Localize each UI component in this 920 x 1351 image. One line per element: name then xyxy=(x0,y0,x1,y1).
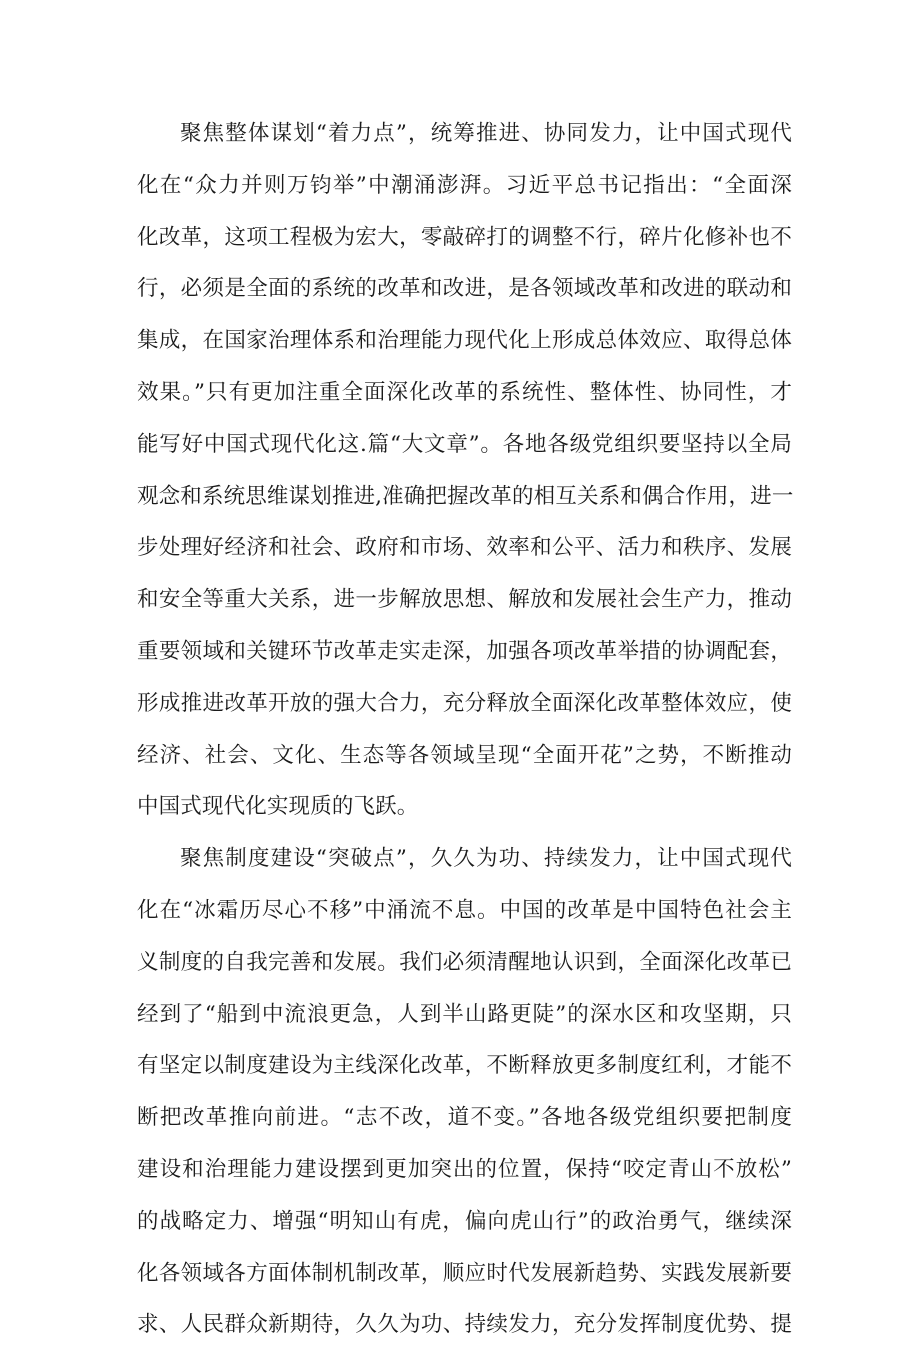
text-line: 集成，在国家治理体系和治理能力现代化上形成总体效应、取得总体 xyxy=(137,328,792,354)
text-line: 化各领域各方面体制机制改革，顺应时代发展新趋势、实践发展新要 xyxy=(137,1260,792,1286)
text-line: 行，必须是全面的系统的改革和改进，是各领域改革和改进的联动和 xyxy=(137,276,792,302)
text-line: 经到了“船到中流浪更急，人到半山路更陡”的深水区和攻坚期，只 xyxy=(137,1001,792,1027)
text-line: 断把改革推向前进。“志不改，道不变。”各地各级党组织要把制度 xyxy=(137,1105,792,1131)
text-line: 义制度的自我完善和发展。我们必须清醒地认识到，全面深化改革已 xyxy=(137,949,792,975)
text-line: 求、人民群众新期待，久久为功、持续发力，充分发挥制度优势、提 xyxy=(137,1312,792,1338)
text-line: 效果。”只有更加注重全面深化改革的系统性、整体性、协同性，才 xyxy=(137,379,792,405)
text-line: 重要领域和关键环节改革走实走深，加强各项改革举措的协调配套， xyxy=(137,638,792,664)
text-line: 聚焦制度建设“突破点”，久久为功、持续发力，让中国式现代 xyxy=(180,846,792,872)
text-line: 聚焦整体谋划“着力点”，统筹推进、协同发力，让中国式现代 xyxy=(180,121,792,146)
paragraph-2 xyxy=(137,833,792,1351)
text-line: 形成推进改革开放的强大合力，充分释放全面深化改革整体效应，使 xyxy=(137,690,792,716)
paragraph-1 xyxy=(137,108,792,833)
text-line: 化改革，这项工程极为宏大，零敲碎打的调整不行，碎片化修补也不 xyxy=(137,224,792,250)
text-line: 经济、社会、文化、生态等各领域呈现“全面开花”之势，不断推动 xyxy=(137,742,792,768)
text-line: 化在“众力并则万钧举”中潮涌澎湃。习近平总书记指出：“全面深 xyxy=(137,172,792,198)
text-line: 和安全等重大关系，进一步解放思想、解放和发展社会生产力，推动 xyxy=(137,587,792,613)
text-line: 中国式现代化实现质的飞跃。 xyxy=(137,794,419,820)
text-line: 观念和系统思维谋划推进,准确把握改革的相互关系和偶合作用，进一 xyxy=(137,483,794,509)
text-line: 能写好中国式现代化这.篇“大文章”。各地各级党组织要坚持以全局 xyxy=(137,431,792,457)
text-line: 化在“冰霜历尽心不移”中涌流不息。中国的改革是中国特色社会主 xyxy=(137,897,792,923)
text-line: 的战略定力、增强“明知山有虎，偏向虎山行”的政治勇气，继续深 xyxy=(137,1208,792,1234)
text-line: 步处理好经济和社会、政府和市场、效率和公平、活力和秩序、发展 xyxy=(137,535,792,561)
text-line: 有坚定以制度建设为主线深化改革，不断释放更多制度红利，才能不 xyxy=(137,1053,792,1079)
text-line: 建设和治理能力建设摆到更加突出的位置，保持“咬定青山不放松” xyxy=(137,1156,792,1182)
document-body xyxy=(137,108,792,1351)
